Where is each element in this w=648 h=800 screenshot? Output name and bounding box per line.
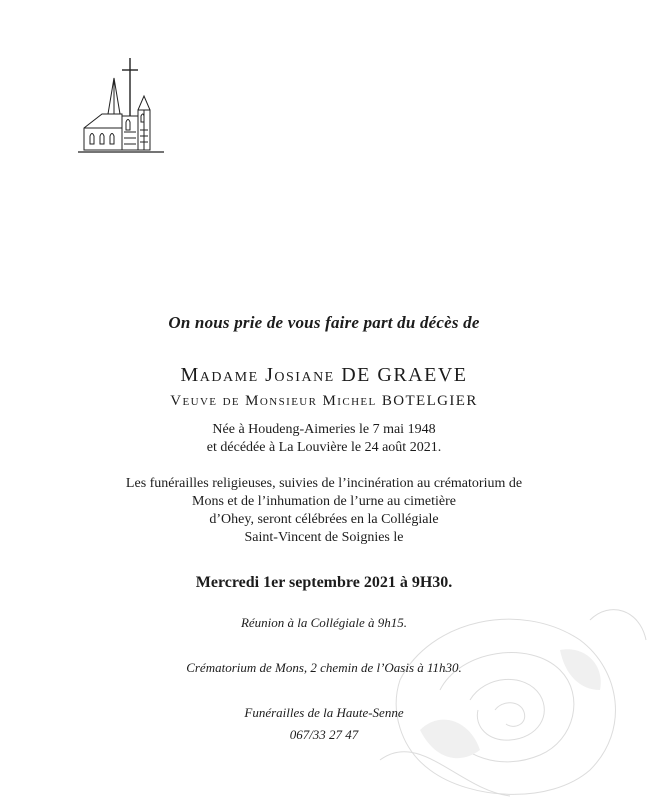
widow-of-line: Veuve de Monsieur Michel BOTELGIER [170,393,478,409]
meeting-info: Réunion à la Collégiale à 9h15. [240,615,408,630]
crematorium-info: Crématorium de Mons, 2 chemin de l’Oasis à 11h30. [186,660,462,675]
phone-number: 067/33 27 47 [289,727,359,742]
rose-watermark [360,560,648,800]
intro-text: On nous prie de vous faire part du décès de [168,313,480,332]
funeral-home: Funérailles de la Haute-Senne [244,705,404,720]
funeral-text-line: Les funérailles religieuses, suivies de l’incinération au crématorium de [125,476,523,491]
funeral-text-line: d’Ohey, seront célébrées en la Collégiale [209,512,439,527]
funeral-text-line: Saint-Vincent de Soignies le [244,530,404,545]
church-illustration [78,56,164,156]
ceremony-date: Mercredi 1er septembre 2021 à 9H30. [195,574,453,591]
deceased-name: Madame Josiane DE GRAEVE [180,364,468,386]
birth-line: Née à Houdeng-Aimeries le 7 mai 1948 [212,422,436,437]
funeral-text-line: Mons et de l’inhumation de l’urne au cimetière [192,494,456,509]
death-line: et décédée à La Louvière le 24 août 2021. [206,440,442,455]
